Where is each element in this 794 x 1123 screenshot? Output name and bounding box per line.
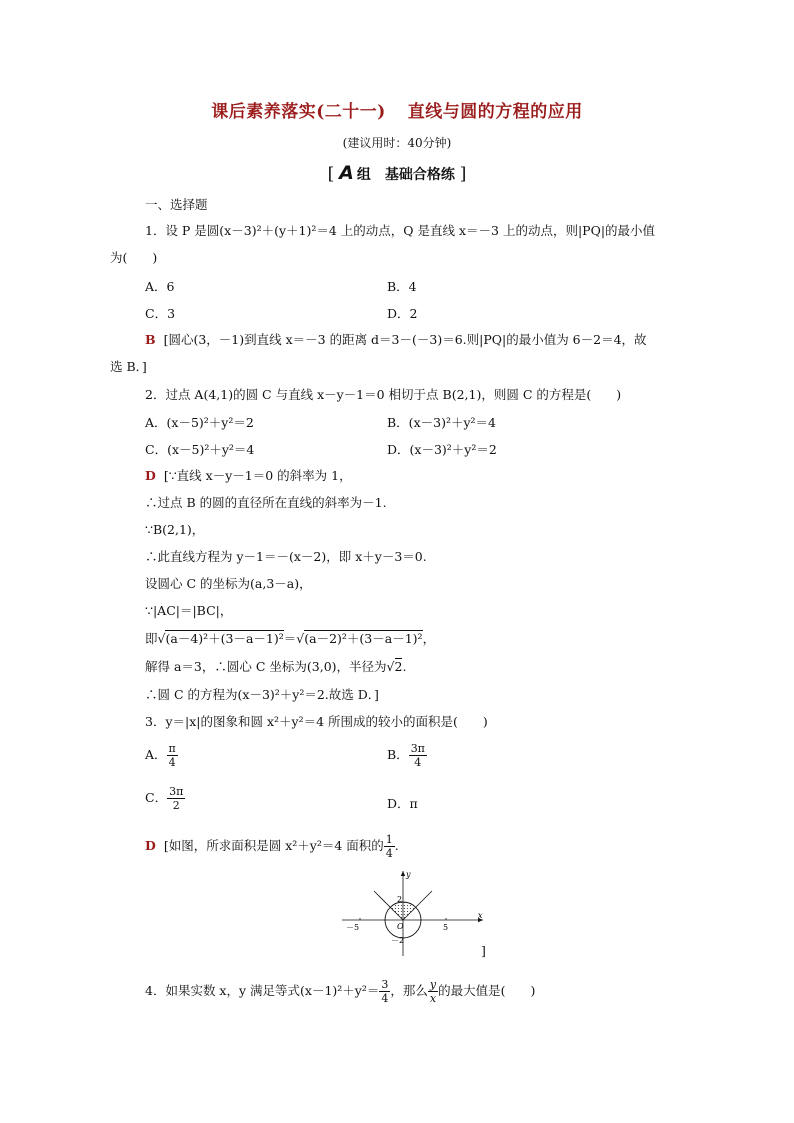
q2-s8-text: 解得 a＝3，∴圆心 C 坐标为(3,0)，半径为	[145, 659, 387, 674]
q3-a-den: 4	[168, 756, 176, 769]
q2-answer: D	[145, 468, 156, 483]
q2-solution-line2: ∴过点 B 的圆的直径所在直线的斜率为－1.	[145, 495, 387, 510]
q1-stem-line1: 1．设 P 是圆(x－3)²＋(y＋1)²＝4 上的动点，Q 是直线 x＝－3 上的动点，则|PQ|的最小值	[145, 223, 656, 238]
circle-figure	[340, 868, 490, 960]
q2-option-c: C．(x－5)²＋y²＝4	[145, 442, 255, 457]
q2-solution-text: [∵直线 x－y－1＝0 的斜率为 1，	[163, 468, 352, 483]
q2-s7-equals: ＝	[283, 631, 297, 646]
y-axis-label: y	[406, 870, 411, 879]
suggested-time: (建议用时：40分钟)	[342, 136, 452, 150]
q3-option-c-label: C．	[145, 790, 168, 805]
q1-option-a: A．6	[145, 279, 175, 294]
q3-stem: 3．y＝|x|的图象和圆 x²＋y²＝4 所围成的较小的面积是( )	[145, 714, 488, 729]
group-close-bracket: ]	[459, 164, 467, 184]
group-letter: A	[339, 162, 354, 184]
q3-option-b-label: B．	[387, 747, 409, 762]
q2-s7-radicand-right: (a－2)²＋(3－a－1)²	[304, 631, 423, 646]
tick-5-label: 5	[443, 923, 449, 932]
q2-option-a: A．(x－5)²＋y²＝2	[145, 415, 254, 430]
group-label: 组	[356, 167, 371, 183]
tick-m5-label: －5	[346, 923, 360, 932]
q2-s8-end: .	[402, 659, 407, 674]
q2-solution-line5: 设圆心 C 的坐标为(a,3－a)，	[145, 576, 312, 591]
q1-solution-text: [圆心(3，－1)到直线 x＝－3 的距离 d＝3－(－3)＝6.则|PQ|的最小值为 6－2＝4，故	[163, 332, 647, 347]
q2-solution-line8: 解得 a＝3，∴圆心 C 坐标为(3,0)，半径为√2.	[145, 659, 407, 674]
q4-stem-end: 的最大值是( )	[438, 983, 536, 998]
q4-den: 4	[381, 992, 389, 1005]
q3-solution	[145, 833, 399, 860]
title-main: 课后素养落实(二十一)	[211, 102, 386, 122]
q3-solution-close: ]	[481, 943, 486, 958]
q2-s7-radicand-left: (a－4)²＋(3－a－1)²	[165, 631, 284, 646]
q4-stem	[145, 978, 535, 1005]
q3-b-num: 3π	[410, 742, 425, 755]
group-open-bracket: [	[327, 164, 335, 184]
q3-b-den: 4	[414, 756, 422, 769]
group-heading	[0, 162, 794, 184]
q1-stem-line2: 为( )	[110, 250, 158, 265]
q2-solution-line9: ∴圆 C 的方程为(x－3)²＋y²＝2.故选 D．]	[145, 687, 379, 702]
q4-stem-text: 4．如果实数 x，y 满足等式(x－1)²＋y²＝	[145, 983, 380, 998]
q2-solution-line7: 即√(a－4)²＋(3－a－1)²＝√(a－2)²＋(3－a－1)²，	[145, 631, 436, 646]
q1-option-c: C．3	[145, 306, 176, 321]
q4-fraction-3-4	[379, 978, 390, 1005]
q3-c-num: 3π	[169, 785, 184, 798]
q3-option-a-label: A．	[145, 747, 167, 762]
q3-solution-text: [如图，所求面积是圆 x²＋y²＝4 面积的	[163, 838, 384, 853]
q4-stem-mid: ，那么	[390, 983, 428, 998]
q3-option-a-fraction	[167, 742, 178, 769]
q2-option-b: B．(x－3)²＋y²＝4	[387, 415, 496, 430]
q2-solution-line1	[145, 467, 352, 485]
q2-s8-radius: 2	[394, 659, 403, 674]
q2-stem: 2．过点 A(4,1)的圆 C 与直线 x－y－1＝0 相切于点 B(2,1)，则圆 C 的方程是( )	[145, 387, 622, 402]
q3-sol-den: 4	[385, 847, 393, 860]
section-heading: 一、选择题	[145, 197, 208, 212]
q2-s7-prefix: 即	[145, 631, 158, 646]
q1-option-b: B．4	[387, 279, 417, 294]
q2-solution-line4: ∴此直线方程为 y－1＝－(x－2)，即 x＋y－3＝0.	[145, 549, 427, 564]
page-title	[0, 97, 794, 122]
q4-fden: x	[429, 992, 437, 1005]
q4-num: 3	[381, 978, 389, 991]
q2-solution-line6: ∵|AC|＝|BC|，	[145, 603, 233, 618]
q1-option-d: D．2	[387, 306, 418, 321]
q2-s7-end: ，	[422, 631, 436, 646]
x-axis-label: x	[478, 911, 483, 920]
q3-option-b	[387, 742, 427, 769]
q4-fnum: y	[429, 978, 437, 991]
tick-m2-label: －2	[391, 936, 405, 945]
q3-option-c-fraction	[167, 785, 185, 812]
q3-option-b-fraction	[409, 742, 427, 769]
y-axis-arrow	[401, 871, 405, 876]
origin-label: O	[397, 922, 404, 931]
q3-c-den: 2	[172, 799, 180, 812]
q3-sol-num: 1	[385, 833, 393, 846]
q1-answer: B	[145, 332, 156, 347]
q3-answer: D	[145, 838, 156, 853]
q1-solution-line1	[145, 331, 647, 349]
title-topic: 直线与圆的方程的应用	[407, 102, 583, 122]
q2-option-d: D．(x－3)²＋y²＝2	[387, 442, 497, 457]
tick-2-label: 2	[397, 895, 403, 904]
q3-solution-end: .	[394, 838, 399, 853]
q3-option-c	[145, 785, 185, 812]
q4-fraction-y-x	[428, 978, 438, 1005]
q3-solution-fraction	[384, 833, 395, 860]
group-name: 基础合格练	[384, 167, 455, 183]
q1-solution-line2: 选 B．]	[110, 359, 147, 374]
q3-option-d: D．π	[387, 796, 418, 811]
q2-solution-line3: ∵B(2,1)，	[145, 522, 205, 537]
q3-option-a	[145, 742, 178, 769]
q3-a-num: π	[168, 742, 176, 755]
